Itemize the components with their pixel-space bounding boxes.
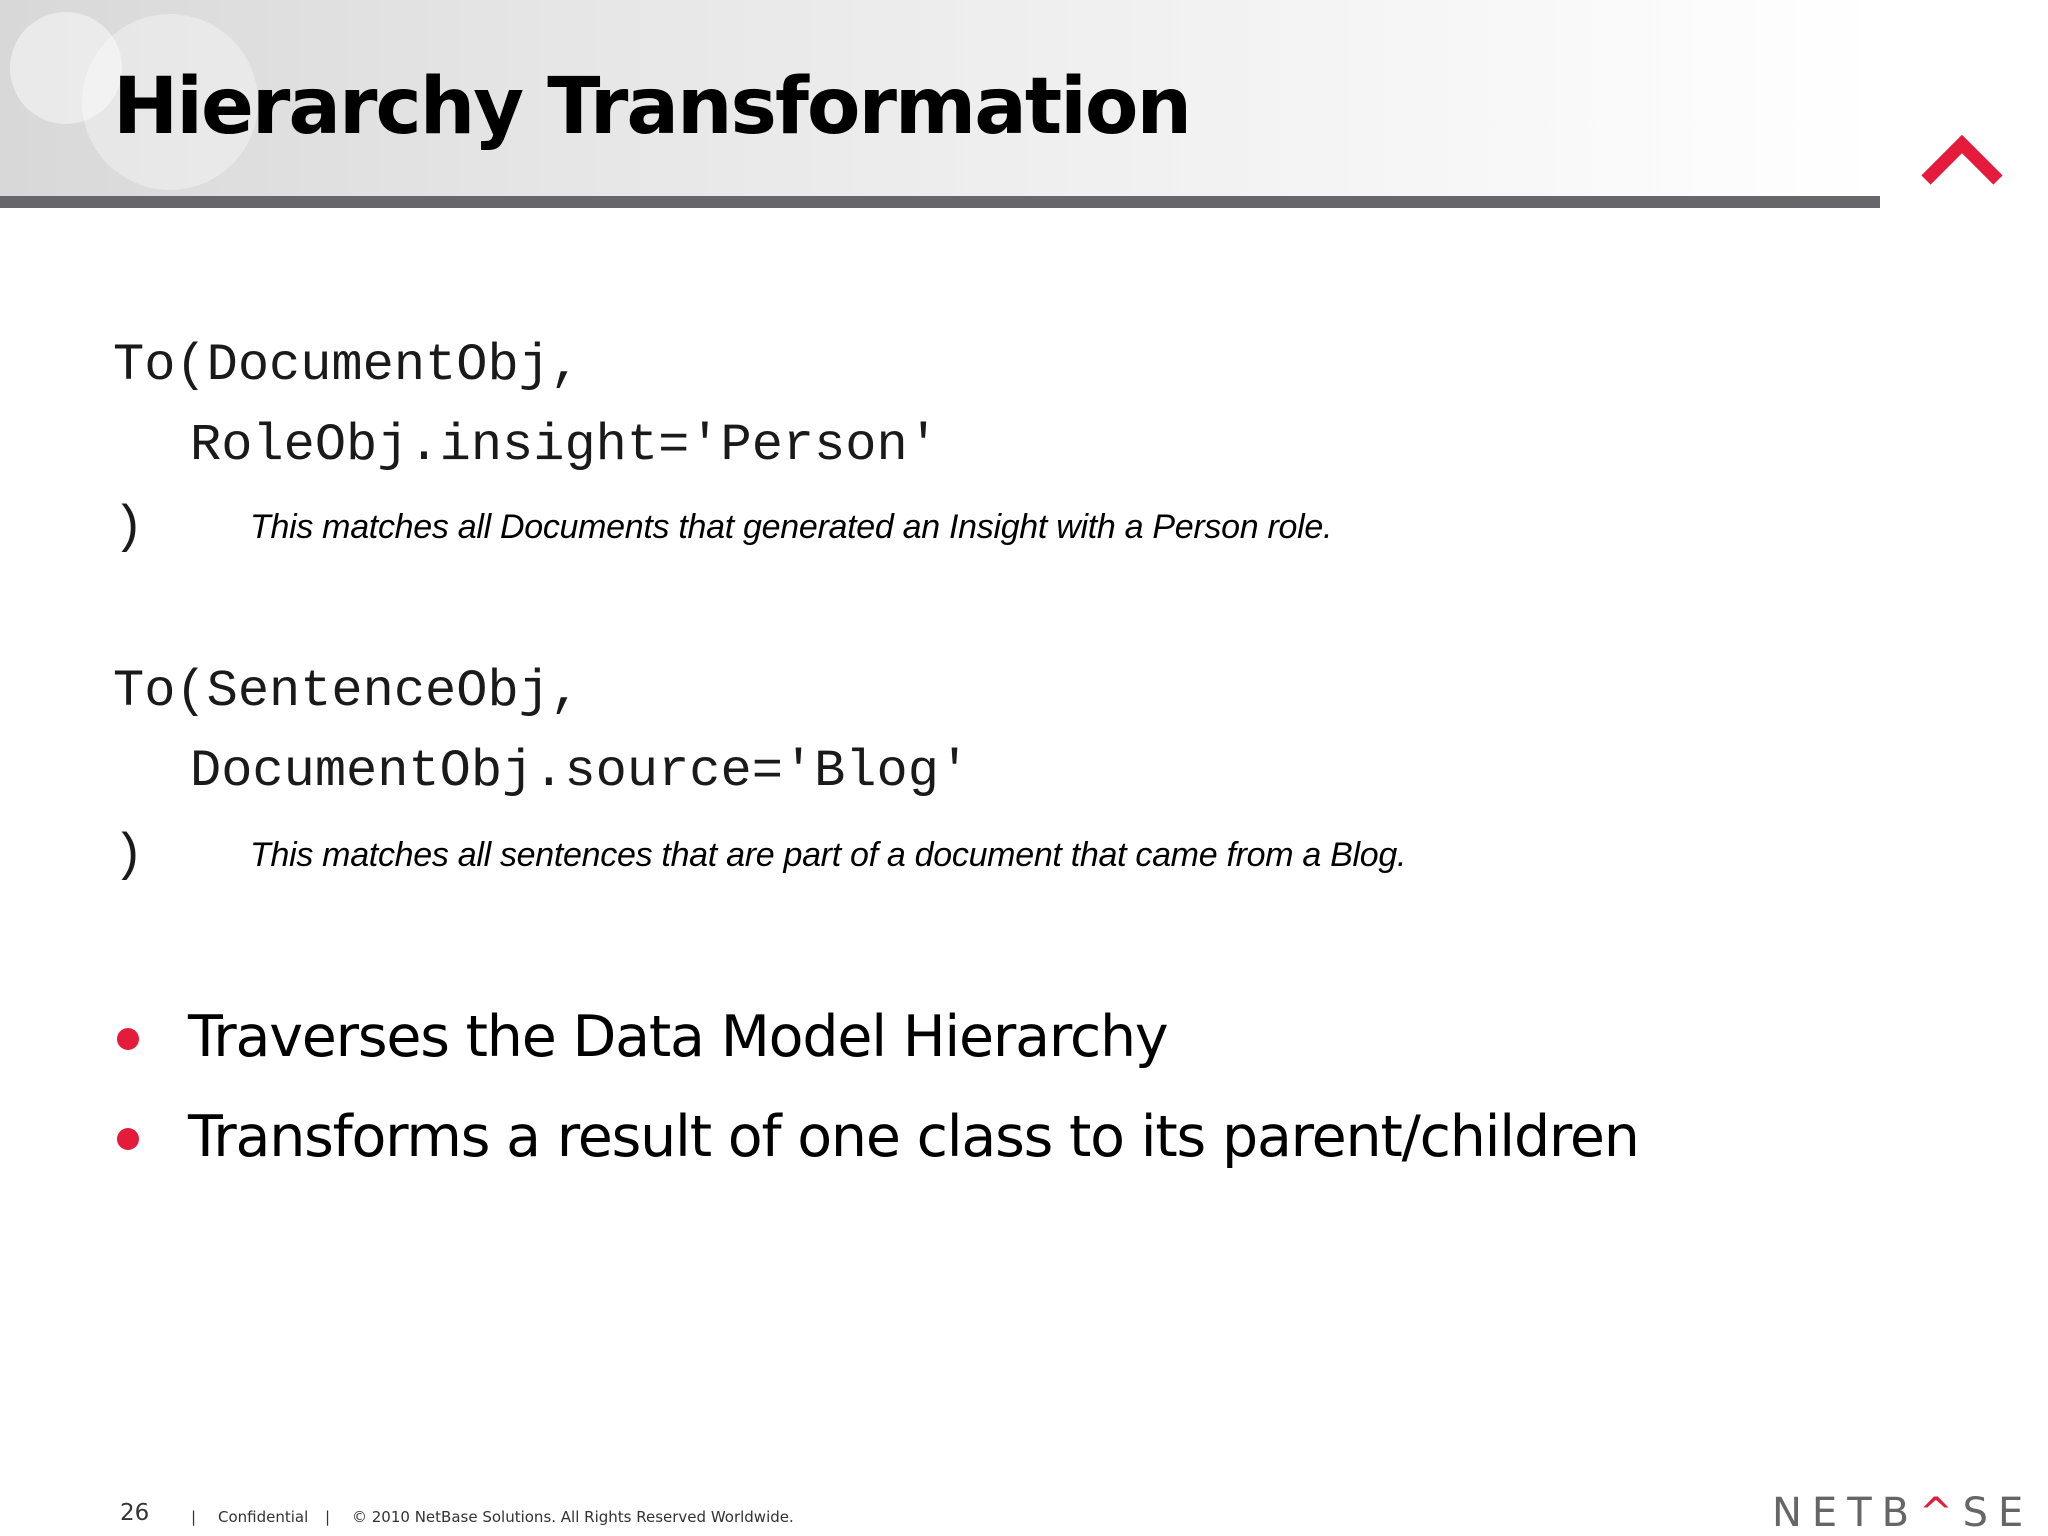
slide-title: Hierarchy Transformation (113, 62, 1190, 152)
code-line: To(DocumentObj, (113, 336, 582, 395)
footer-separator: | (191, 1508, 197, 1526)
footer-copyright: © 2010 NetBase Solutions. All Rights Reserved Worldwide. (352, 1508, 794, 1526)
code-note: This matches all Documents that generated an Insight with a Person role. (250, 508, 1333, 546)
code-note: This matches all sentences that are part of a document that came from a Blog. (250, 836, 1407, 874)
brand-logo-text: SE (1962, 1490, 2034, 1536)
chevron-up-icon (1918, 132, 2006, 188)
bullet-icon (117, 1128, 139, 1150)
code-line: To(SentenceObj, (113, 662, 582, 721)
code-line: RoleObj.insight='Person' (190, 416, 939, 475)
page-number: 26 (120, 1500, 150, 1526)
brand-logo-text: NETB (1772, 1490, 1920, 1536)
bullet-icon (117, 1028, 139, 1050)
brand-logo-accent: ^ (1919, 1490, 1963, 1536)
bullet-item: Traverses the Data Model Hierarchy (188, 1004, 1168, 1070)
footer-confidential: Confidential (218, 1508, 309, 1526)
code-line: ) (113, 826, 145, 885)
brand-logo (1772, 1490, 2033, 1536)
code-line: DocumentObj.source='Blog' (190, 742, 971, 801)
footer-separator: | (325, 1508, 331, 1526)
code-line: ) (113, 498, 145, 557)
bullet-item: Transforms a result of one class to its parent/children (188, 1104, 1639, 1170)
header-divider (0, 196, 1880, 208)
